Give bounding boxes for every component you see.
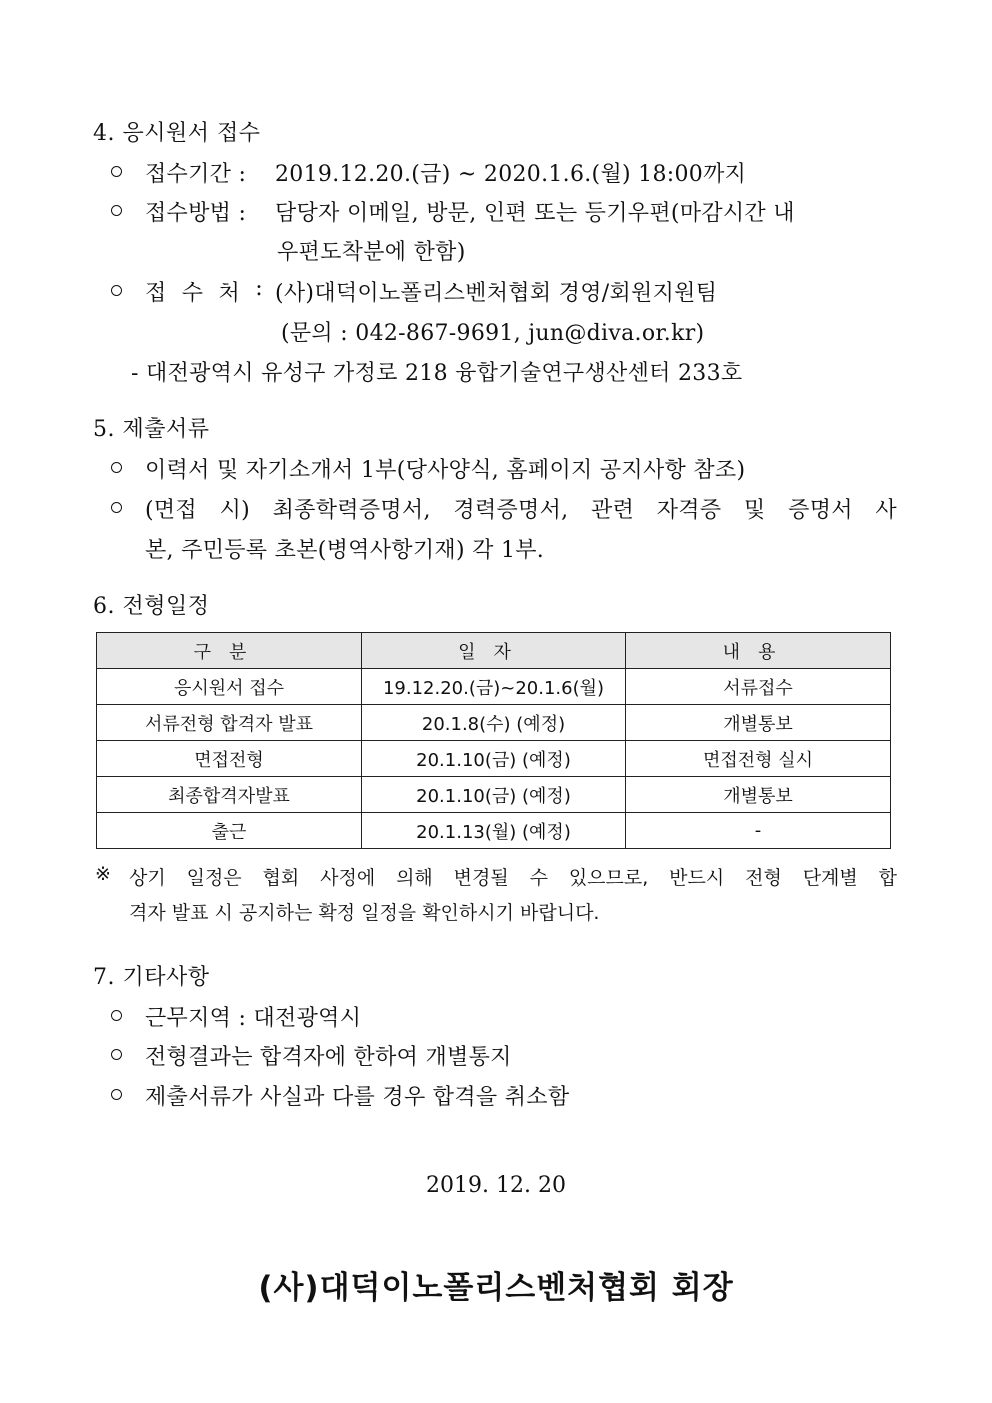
- cell-category: 서류전형 합격자 발표: [97, 705, 362, 741]
- cell-content: 개별통보: [626, 705, 891, 741]
- cell-date: 20.1.8(수) (예정): [362, 705, 626, 741]
- word: 사정에: [320, 867, 376, 889]
- place-label: [145, 276, 263, 307]
- word: (면접: [145, 498, 197, 523]
- word: 단계별: [802, 867, 858, 889]
- cell-content: 개별통보: [626, 777, 891, 813]
- misc-result-notice: 전형결과는 합격자에 한하여 개별통지: [145, 1045, 512, 1070]
- bullet-circle-icon: [111, 1010, 122, 1021]
- bullet-circle-icon: [111, 166, 122, 177]
- word: 자격증: [656, 498, 722, 523]
- word: 및: [744, 498, 766, 523]
- note-mark: ※: [95, 863, 111, 885]
- cell-category: 출근: [97, 813, 362, 849]
- schedule-note-line1: [129, 863, 897, 890]
- word: 있으므로,: [568, 867, 649, 889]
- bullet-circle-icon: [111, 1049, 122, 1060]
- table-row: [97, 705, 891, 741]
- table-row: [97, 669, 891, 705]
- place-value: (사)대덕이노폴리스벤처협회 경영/회원지원팀: [275, 281, 718, 306]
- document-date: 2019. 12. 20: [426, 1173, 566, 1198]
- word: 변경될: [453, 867, 509, 889]
- section-5-heading: 5. 제출서류: [93, 417, 210, 442]
- cell-content: 면접전형 실시: [626, 741, 891, 777]
- period-label: 접수기간 :: [145, 162, 247, 187]
- table-row: [97, 777, 891, 813]
- document-item-interview-line2: 본, 주민등록 초본(병역사항기재) 각 1부.: [145, 538, 545, 563]
- section-7-heading: 7. 기타사항: [93, 965, 210, 990]
- contact-info: (문의 : 042-867-9691, jun@diva.or.kr): [281, 321, 705, 346]
- bullet-circle-icon: [111, 285, 122, 296]
- cell-category: 면접전형: [97, 741, 362, 777]
- header-content: 내용: [626, 633, 891, 669]
- document-item-resume: 이력서 및 자기소개서 1부(당사양식, 홈페이지 공지사항 참조): [145, 458, 746, 483]
- table-header-row: [97, 633, 891, 669]
- cell-content: 서류접수: [626, 669, 891, 705]
- place-label-colon: :: [255, 276, 263, 301]
- word: 전형: [745, 867, 782, 889]
- cell-date: 19.12.20.(금)~20.1.6(월): [362, 669, 626, 705]
- period-value: 2019.12.20.(금) ~ 2020.1.6.(월) 18:00까지: [275, 162, 747, 187]
- word: 상기: [129, 867, 166, 889]
- place-label-char: 수: [181, 281, 204, 306]
- header-date: 일자: [362, 633, 626, 669]
- cell-date: 20.1.10(금) (예정): [362, 741, 626, 777]
- word: 합: [878, 867, 897, 889]
- table-row: [97, 813, 891, 849]
- word: 최종학력증명서,: [272, 498, 431, 523]
- bullet-circle-icon: [111, 462, 122, 473]
- bullet-circle-icon: [111, 1089, 122, 1100]
- method-value-continued: 우편도착분에 한함): [277, 240, 466, 265]
- word: 의해: [396, 867, 433, 889]
- word: 증명서: [788, 498, 853, 523]
- word: 경력증명서,: [453, 498, 569, 523]
- place-label-char: 접: [145, 281, 167, 306]
- cell-date: 20.1.10(금) (예정): [362, 777, 626, 813]
- misc-work-location: 근무지역 : 대전광역시: [145, 1006, 362, 1031]
- header-category: 구분: [97, 633, 362, 669]
- section-6-heading: 6. 전형일정: [93, 594, 210, 619]
- schedule-table: [96, 632, 891, 849]
- method-label: 접수방법 :: [145, 201, 247, 226]
- cell-date: 20.1.13(월) (예정): [362, 813, 626, 849]
- bullet-circle-icon: [111, 205, 122, 216]
- schedule-note-line2: 격자 발표 시 공지하는 확정 일정을 확인하시기 바랍니다.: [129, 902, 600, 924]
- word: 협회: [262, 867, 300, 889]
- signature-line: (사)대덕이노폴리스벤처협회 회장: [258, 1270, 734, 1306]
- document-item-interview-line1: [145, 493, 897, 524]
- misc-cancellation: 제출서류가 사실과 다를 경우 합격을 취소함: [145, 1085, 570, 1110]
- word: 수: [529, 867, 548, 889]
- method-value: 담당자 이메일, 방문, 인편 또는 등기우편(마감시간 내: [275, 201, 795, 226]
- word: 반드시: [669, 867, 725, 889]
- word: 관련: [591, 498, 635, 523]
- cell-category: 최종합격자발표: [97, 777, 362, 813]
- cell-content: -: [626, 813, 891, 849]
- section-4-heading: 4. 응시원서 접수: [93, 121, 261, 146]
- table-row: [97, 741, 891, 777]
- bullet-circle-icon: [111, 502, 122, 513]
- word: 사: [875, 498, 897, 523]
- word: 시): [219, 498, 251, 523]
- address-line: - 대전광역시 유성구 가정로 218 융합기술연구생산센터 233호: [131, 361, 743, 386]
- word: 일정은: [186, 867, 242, 889]
- cell-category: 응시원서 접수: [97, 669, 362, 705]
- place-label-char: 처: [218, 281, 241, 306]
